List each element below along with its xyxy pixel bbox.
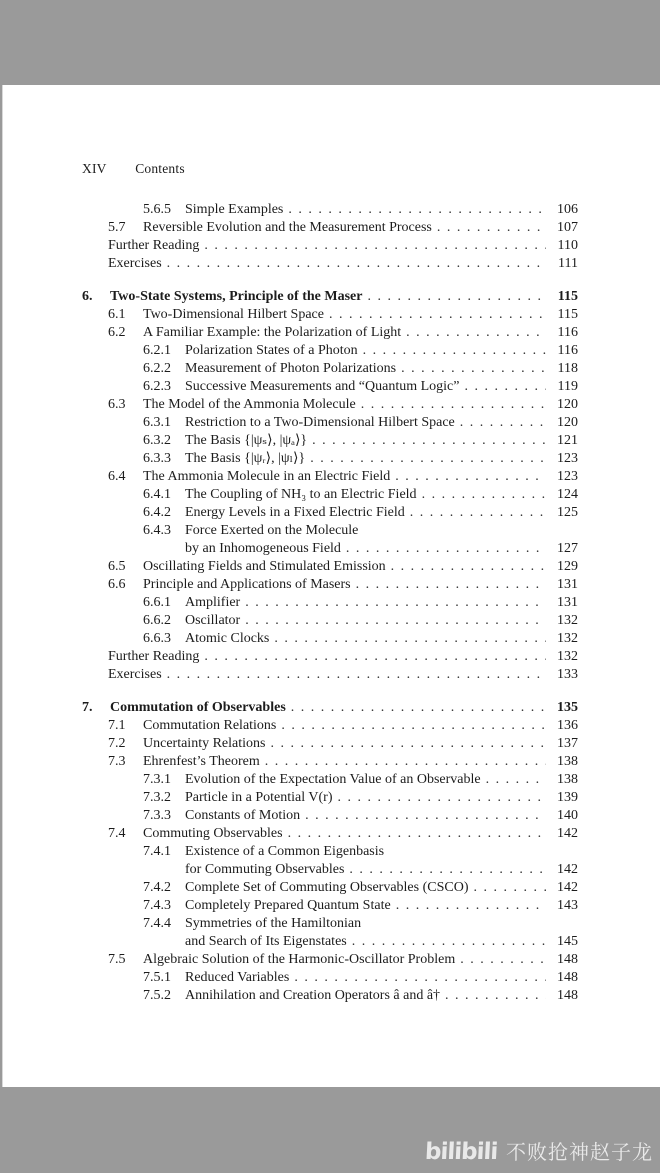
toc-entry-title: Particle in a Potential V(r) bbox=[185, 790, 333, 805]
watermark-text: 不败抢神赵子龙 bbox=[506, 1140, 653, 1164]
toc-entry-title: Algebraic Solution of the Harmonic-Oscillator Problem bbox=[143, 952, 456, 967]
table-of-contents bbox=[82, 201, 578, 1005]
toc-entry-page: 127 bbox=[557, 541, 578, 556]
toc-entry bbox=[82, 666, 578, 684]
dot-leader bbox=[167, 255, 546, 273]
toc-entry-title: The Basis {|ψᵣ⟩, |ψₗ⟩} bbox=[185, 451, 306, 466]
toc-entry-title: A Familiar Example: the Polarization of Light bbox=[143, 325, 402, 340]
dot-leader bbox=[245, 612, 546, 630]
toc-entry-page: 138 bbox=[557, 754, 578, 769]
dot-leader bbox=[204, 648, 546, 666]
toc-entry-number: 7.5 bbox=[108, 952, 126, 967]
toc-entry-title: Further Reading bbox=[108, 238, 200, 253]
toc-entry-number: 6. bbox=[82, 289, 93, 304]
toc-entry bbox=[82, 414, 578, 432]
toc-entry bbox=[82, 735, 578, 753]
toc-entry-page: 142 bbox=[557, 880, 578, 895]
toc-entry-title: Simple Examples bbox=[185, 202, 284, 217]
toc-entry-title: Complete Set of Commuting Observables (CSCO) bbox=[185, 880, 469, 895]
toc-entry-title: Further Reading bbox=[108, 649, 200, 664]
dot-leader bbox=[464, 378, 546, 396]
toc-entry-title: Atomic Clocks bbox=[185, 631, 270, 646]
dot-leader bbox=[349, 861, 546, 879]
toc-entry-title: Polarization States of a Photon bbox=[185, 343, 358, 358]
toc-entry-number: 6.6.1 bbox=[143, 595, 171, 610]
toc-entry-number: 7.4.2 bbox=[143, 880, 171, 895]
toc-entry-number: 6.4.3 bbox=[143, 523, 171, 538]
toc-entry-title: Commutation of Observables bbox=[110, 700, 286, 715]
toc-entry-page: 116 bbox=[557, 325, 578, 340]
toc-entry-title: Annihilation and Creation Operators â and â† bbox=[185, 988, 441, 1003]
toc-entry-number: 6.5 bbox=[108, 559, 126, 574]
toc-entry bbox=[82, 255, 578, 273]
toc-entry-number: 6.2.3 bbox=[143, 379, 171, 394]
toc-entry-page: 142 bbox=[557, 826, 578, 841]
toc-entry-number: 7.1 bbox=[108, 718, 126, 733]
toc-entry-title: Energy Levels in a Fixed Electric Field bbox=[185, 505, 405, 520]
toc-entry-page: 148 bbox=[557, 952, 578, 967]
toc-entry-number: 6.6.3 bbox=[143, 631, 171, 646]
dot-leader bbox=[204, 237, 546, 255]
page-number: XIV bbox=[82, 161, 107, 176]
toc-entry-page: 123 bbox=[557, 451, 578, 466]
toc-entry bbox=[82, 288, 578, 306]
toc-entry-number: 6.4 bbox=[108, 469, 126, 484]
toc-entry-title: Constants of Motion bbox=[185, 808, 301, 823]
toc-entry-title: Two-Dimensional Hilbert Space bbox=[143, 307, 324, 322]
toc-entry-number: 6.2.1 bbox=[143, 343, 171, 358]
toc-entry bbox=[82, 861, 578, 879]
toc-entry bbox=[82, 342, 578, 360]
toc-entry-number: 5.6.5 bbox=[143, 202, 171, 217]
page-edge-line bbox=[2, 85, 3, 1087]
dot-leader bbox=[245, 594, 546, 612]
toc-entry-page: 140 bbox=[557, 808, 578, 823]
toc-entry bbox=[82, 594, 578, 612]
watermark bbox=[425, 1136, 653, 1165]
toc-entry-title: Amplifier bbox=[185, 595, 241, 610]
toc-entry-number: 7.5.1 bbox=[143, 970, 171, 985]
toc-entry-title: Completely Prepared Quantum State bbox=[185, 898, 391, 913]
bilibili-logo: bilibili bbox=[424, 1139, 498, 1165]
toc-entry-number: 6.4.2 bbox=[143, 505, 171, 520]
dot-leader bbox=[274, 630, 546, 648]
dot-leader bbox=[367, 288, 546, 306]
toc-entry-number: 7.2 bbox=[108, 736, 126, 751]
dot-leader bbox=[401, 360, 546, 378]
toc-entry-page: 115 bbox=[557, 307, 578, 322]
dot-leader bbox=[305, 807, 546, 825]
toc-entry-number: 7.3.2 bbox=[143, 790, 171, 805]
toc-entry-title: Exercises bbox=[108, 256, 162, 271]
dot-leader bbox=[460, 951, 546, 969]
toc-entry bbox=[82, 201, 578, 219]
toc-entry bbox=[82, 843, 578, 861]
toc-entry-title: The Basis {|ψₛ⟩, |ψₐ⟩} bbox=[185, 433, 308, 448]
toc-entry-number: 6.3.2 bbox=[143, 433, 171, 448]
dot-leader bbox=[294, 969, 546, 987]
toc-entry-page: 145 bbox=[557, 934, 578, 949]
toc-entry-page: 110 bbox=[557, 238, 578, 253]
toc-entry bbox=[82, 468, 578, 486]
toc-entry-page: 132 bbox=[557, 613, 578, 628]
toc-entry-page: 142 bbox=[557, 862, 578, 877]
toc-entry-page: 120 bbox=[557, 415, 578, 430]
toc-entry-title: Restriction to a Two-Dimensional Hilbert Space bbox=[185, 415, 455, 430]
dot-leader bbox=[281, 717, 546, 735]
toc-entry-number: 7.3.1 bbox=[143, 772, 171, 787]
toc-entry-number: 7.3 bbox=[108, 754, 126, 769]
dot-leader bbox=[356, 576, 546, 594]
toc-entry-title: Commutation Relations bbox=[143, 718, 277, 733]
toc-entry bbox=[82, 504, 578, 522]
toc-entry-page: 137 bbox=[557, 736, 578, 751]
toc-entry-page: 106 bbox=[557, 202, 578, 217]
toc-entry-page: 121 bbox=[557, 433, 578, 448]
toc-entry bbox=[82, 360, 578, 378]
toc-entry-number: 6.6 bbox=[108, 577, 126, 592]
dot-leader bbox=[395, 468, 546, 486]
toc-entry-page: 133 bbox=[557, 667, 578, 682]
toc-entry-title: Measurement of Photon Polarizations bbox=[185, 361, 397, 376]
toc-entry-page: 116 bbox=[557, 343, 578, 358]
toc-entry-number: 7.4.1 bbox=[143, 844, 171, 859]
dot-leader bbox=[410, 504, 546, 522]
toc-entry-number: 7.5.2 bbox=[143, 988, 171, 1003]
toc-entry-title: Oscillator bbox=[185, 613, 241, 628]
toc-entry-page: 125 bbox=[557, 505, 578, 520]
dot-leader bbox=[437, 219, 546, 237]
toc-entry-number: 5.7 bbox=[108, 220, 126, 235]
toc-entry-page: 120 bbox=[557, 397, 578, 412]
toc-entry-page: 143 bbox=[557, 898, 578, 913]
toc-entry bbox=[82, 969, 578, 987]
toc-entry bbox=[82, 897, 578, 915]
dot-leader bbox=[265, 753, 546, 771]
toc-entry bbox=[82, 879, 578, 897]
toc-entry bbox=[82, 558, 578, 576]
toc-entry-title: and Search of Its Eigenstates bbox=[185, 934, 347, 949]
toc-entry-title: The Coupling of NH₃ to an Electric Field bbox=[185, 487, 417, 502]
toc-entry-title: Exercises bbox=[108, 667, 162, 682]
toc-entry-title: by an Inhomogeneous Field bbox=[185, 541, 341, 556]
toc-entry bbox=[82, 699, 578, 717]
dot-leader bbox=[391, 558, 546, 576]
toc-entry-title: Evolution of the Expectation Value of an Observable bbox=[185, 772, 481, 787]
toc-entry-page: 118 bbox=[557, 361, 578, 376]
dot-leader bbox=[329, 306, 546, 324]
toc-entry-page: 139 bbox=[557, 790, 578, 805]
toc-entry-title: Successive Measurements and “Quantum Logic” bbox=[185, 379, 460, 394]
dot-leader bbox=[396, 897, 546, 915]
toc-entry-page: 132 bbox=[557, 631, 578, 646]
toc-entry bbox=[82, 789, 578, 807]
dot-leader bbox=[363, 342, 546, 360]
toc-entry bbox=[82, 807, 578, 825]
dot-leader bbox=[310, 450, 546, 468]
toc-entry-title: Uncertainty Relations bbox=[143, 736, 266, 751]
toc-entry-title: Ehrenfest’s Theorem bbox=[143, 754, 260, 769]
toc-entry-title: Existence of a Common Eigenbasis bbox=[185, 844, 385, 859]
toc-entry-page: 131 bbox=[557, 595, 578, 610]
toc-entry-number: 6.1 bbox=[108, 307, 126, 322]
toc-entry bbox=[82, 486, 578, 504]
toc-entry-page: 148 bbox=[557, 988, 578, 1003]
toc-entry-number: 6.3 bbox=[108, 397, 126, 412]
toc-entry-title: Reduced Variables bbox=[185, 970, 290, 985]
dot-leader bbox=[270, 735, 546, 753]
toc-entry bbox=[82, 648, 578, 666]
toc-entry bbox=[82, 306, 578, 324]
toc-entry-page: 111 bbox=[558, 256, 578, 271]
toc-entry-title: for Commuting Observables bbox=[185, 862, 345, 877]
dot-leader bbox=[445, 987, 546, 1005]
toc-entry-number: 6.4.1 bbox=[143, 487, 171, 502]
toc-entry bbox=[82, 612, 578, 630]
toc-entry-page: 124 bbox=[557, 487, 578, 502]
toc-entry bbox=[82, 324, 578, 342]
toc-entry-number: 6.2.2 bbox=[143, 361, 171, 376]
toc-entry-title: Commuting Observables bbox=[143, 826, 283, 841]
dot-leader bbox=[361, 396, 546, 414]
toc-entry bbox=[82, 825, 578, 843]
toc-entry-page: 119 bbox=[557, 379, 578, 394]
toc-entry-title: Force Exerted on the Molecule bbox=[185, 523, 359, 538]
toc-entry-page: 138 bbox=[557, 772, 578, 787]
toc-entry bbox=[82, 771, 578, 789]
toc-entry-page: 135 bbox=[557, 700, 578, 715]
toc-entry bbox=[82, 432, 578, 450]
toc-entry-page: 131 bbox=[557, 577, 578, 592]
dot-leader bbox=[337, 789, 546, 807]
toc-entry-number: 6.3.3 bbox=[143, 451, 171, 466]
dot-leader bbox=[291, 699, 546, 717]
toc-entry-title: Symmetries of the Hamiltonian bbox=[185, 916, 362, 931]
toc-entry bbox=[82, 219, 578, 237]
dot-leader bbox=[406, 324, 546, 342]
toc-entry bbox=[82, 933, 578, 951]
dot-leader bbox=[288, 825, 546, 843]
toc-entry-page: 123 bbox=[557, 469, 578, 484]
toc-entry bbox=[82, 378, 578, 396]
toc-entry bbox=[82, 396, 578, 414]
page-header bbox=[82, 160, 578, 178]
toc-entry-page: 107 bbox=[557, 220, 578, 235]
toc-entry-number: 6.6.2 bbox=[143, 613, 171, 628]
toc-entry-number: 7. bbox=[82, 700, 93, 715]
toc-entry-title: Oscillating Fields and Stimulated Emission bbox=[143, 559, 386, 574]
toc-entry-number: 7.3.3 bbox=[143, 808, 171, 823]
toc-entry-title: The Ammonia Molecule in an Electric Field bbox=[143, 469, 391, 484]
dot-leader bbox=[352, 933, 546, 951]
toc-entry bbox=[82, 540, 578, 558]
dot-leader bbox=[473, 879, 546, 897]
toc-entry-number: 7.4.4 bbox=[143, 916, 171, 931]
dot-leader bbox=[422, 486, 546, 504]
toc-entry bbox=[82, 576, 578, 594]
toc-entry-title: Reversible Evolution and the Measurement Process bbox=[143, 220, 432, 235]
running-title: Contents bbox=[135, 161, 185, 176]
toc-entry bbox=[82, 753, 578, 771]
toc-entry bbox=[82, 237, 578, 255]
toc-entry-number: 7.4.3 bbox=[143, 898, 171, 913]
toc-entry-page: 129 bbox=[557, 559, 578, 574]
dot-leader bbox=[312, 432, 546, 450]
toc-entry bbox=[82, 951, 578, 969]
toc-entry-page: 115 bbox=[557, 289, 578, 304]
toc-entry bbox=[82, 450, 578, 468]
toc-entry bbox=[82, 522, 578, 540]
dot-leader bbox=[346, 540, 546, 558]
toc-entry-number: 6.3.1 bbox=[143, 415, 171, 430]
toc-entry-title: The Model of the Ammonia Molecule bbox=[143, 397, 356, 412]
toc-entry bbox=[82, 630, 578, 648]
dot-leader bbox=[486, 771, 546, 789]
toc-entry-page: 148 bbox=[557, 970, 578, 985]
toc-entry bbox=[82, 915, 578, 933]
toc-entry-page: 132 bbox=[557, 649, 578, 664]
book-page bbox=[2, 85, 660, 1087]
toc-entry-title: Two-State Systems, Principle of the Maser bbox=[110, 289, 363, 304]
toc-entry-page: 136 bbox=[557, 718, 578, 733]
toc-entry-number: 6.2 bbox=[108, 325, 126, 340]
dot-leader bbox=[288, 201, 546, 219]
toc-entry-number: 7.4 bbox=[108, 826, 126, 841]
toc-entry-title: Principle and Applications of Masers bbox=[143, 577, 351, 592]
dot-leader bbox=[460, 414, 546, 432]
toc-entry bbox=[82, 717, 578, 735]
toc-entry bbox=[82, 987, 578, 1005]
dot-leader bbox=[167, 666, 546, 684]
